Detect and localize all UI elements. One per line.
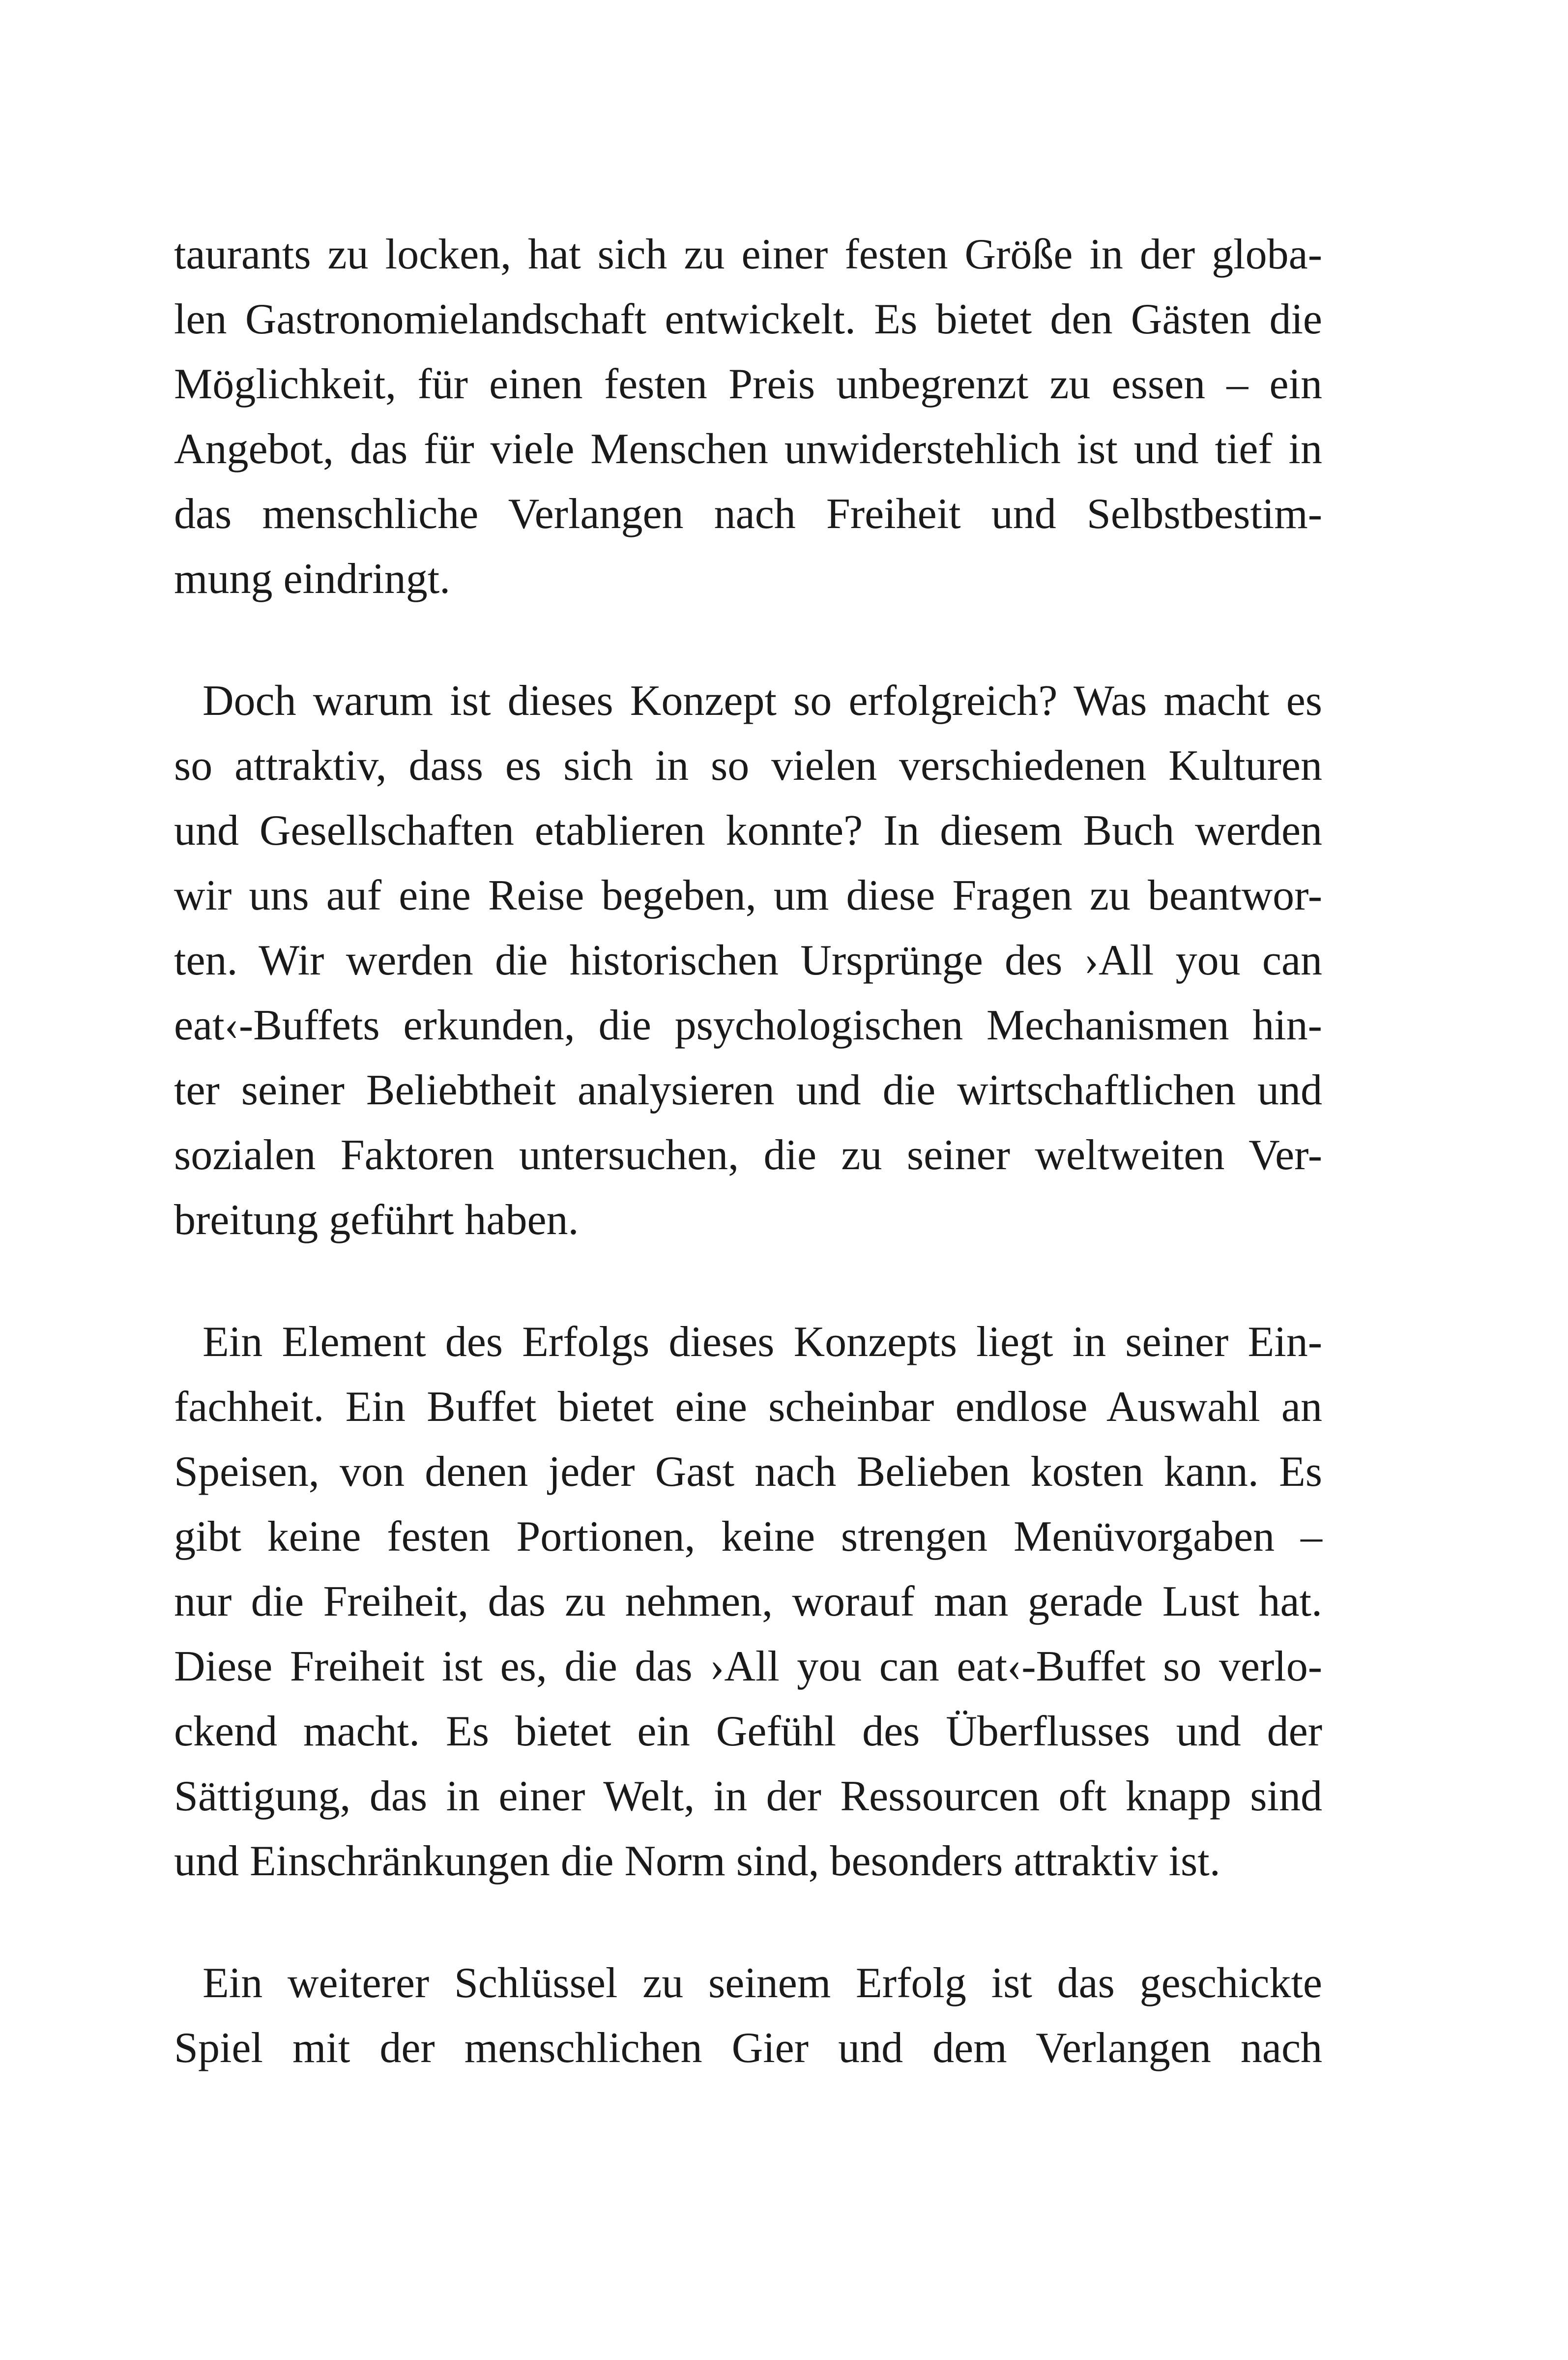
text-line: Diese Freiheit ist es, die das ›All you can eat‹-Buffet so verlo- [174,1643,1322,1690]
text-line: sozialen Faktoren untersuchen, die zu seiner weltweiten Ver- [174,1131,1322,1179]
text-line: und Gesellschaften etablieren konnte? In diesem Buch werden [174,807,1322,855]
book-page [174,222,1322,2081]
text-line: mung eindringt. [174,555,451,603]
paragraph-4 [174,1951,1322,2081]
text-line: das menschliche Verlangen nach Freiheit und Selbstbestim- [174,490,1322,538]
text-line: Spiel mit der menschlichen Gier und dem Verlangen nach [174,2024,1322,2072]
text-line: wir uns auf eine Reise begeben, um diese Fragen zu beantwor- [174,872,1322,919]
text-line: und Einschränkungen die Norm sind, besonders attraktiv ist. [174,1837,1220,1885]
text-line: ten. Wir werden die historischen Ursprünge des ›All you can [174,937,1322,984]
text-line: Möglichkeit, für einen festen Preis unbegrenzt zu essen – ein [174,360,1322,408]
text-line: fachheit. Ein Buffet bietet eine scheinbar endlose Auswahl an [174,1383,1322,1431]
paragraph-2 [174,669,1322,1253]
text-line: len Gastronomielandschaft entwickelt. Es bietet den Gästen die [174,295,1322,343]
text-line: taurants zu locken, hat sich zu einer festen Größe in der globa- [174,231,1322,278]
text-line: Ein Element des Erfolgs dieses Konzepts liegt in seiner Ein- [203,1318,1322,1366]
paragraph-1 [174,222,1322,612]
text-line: nur die Freiheit, das zu nehmen, worauf man gerade Lust hat. [174,1578,1322,1625]
text-line: gibt keine festen Portionen, keine strengen Menüvorgaben – [174,1513,1322,1561]
text-line: ckend macht. Es bietet ein Gefühl des Überflusses und der [174,1708,1322,1755]
text-line: Ein weiterer Schlüssel zu seinem Erfolg ist das geschickte [203,1959,1322,2007]
text-line: Angebot, das für viele Menschen unwiderstehlich ist und tief in [174,425,1322,473]
text-line: Speisen, von denen jeder Gast nach Belieben kosten kann. Es [174,1448,1322,1496]
text-line: ter seiner Beliebtheit analysieren und die wirtschaftlichen und [174,1066,1322,1114]
text-line: eat‹-Buffets erkunden, die psychologischen Mechanismen hin- [174,1002,1322,1049]
paragraph-3 [174,1310,1322,1894]
text-line: Doch warum ist dieses Konzept so erfolgreich? Was macht es [203,677,1322,725]
text-line: so attraktiv, dass es sich in so vielen verschiedenen Kulturen [174,742,1322,790]
text-line: breitung geführt haben. [174,1196,579,1244]
text-line: Sättigung, das in einer Welt, in der Ressourcen oft knapp sind [174,1772,1322,1820]
